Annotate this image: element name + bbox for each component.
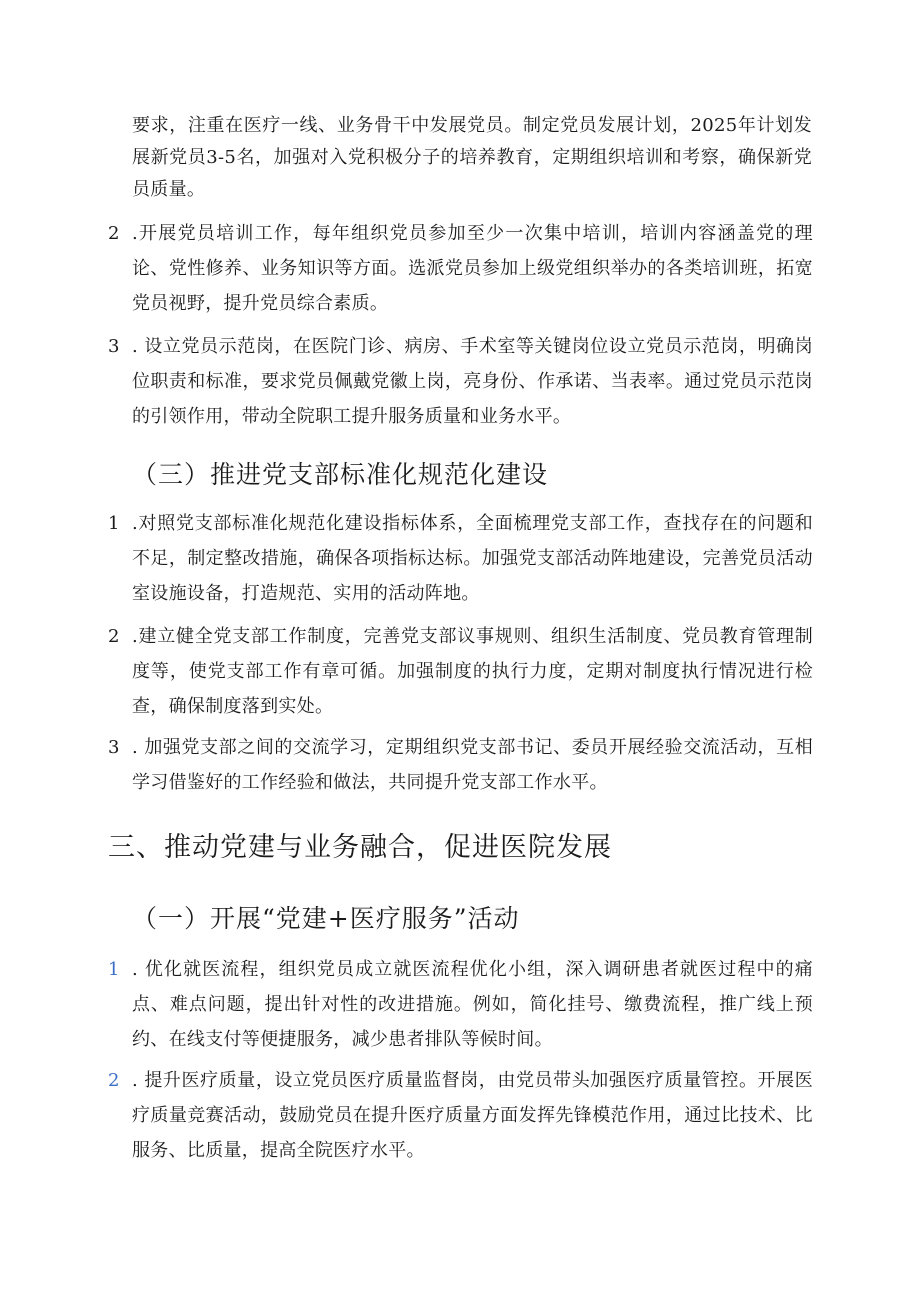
list-number: 3 xyxy=(108,336,120,357)
list-item-text: . 优化就医流程，组织党员成立就医流程优化小组，深入调研患者就医过程中的痛点、难点问题，提出针对性的改进措施。例如，简化挂号、缴费流程，推广线上预约、在线支付等便捷服务，减少患者排队等候时间。 xyxy=(132,959,813,1050)
list-number: 2 xyxy=(108,1070,120,1091)
section-heading: （三）推进党支部标准化规范化建设 xyxy=(132,460,549,489)
list-item-text: .开展党员培训工作，每年组织党员参加至少一次集中培训，培训内容涵盖党的理论、党性修养、业务知识等方面。选派党员参加上级党组织举办的各类培训班，拓宽党员视野，提升党员综合素质。 xyxy=(132,223,813,314)
list-item-text: . 设立党员示范岗，在医院门诊、病房、手术室等关键岗位设立党员示范岗，明确岗位职责和标准，要求党员佩戴党徽上岗，亮身份、作承诺、当表率。通过党员示范岗的引领作用，带动全院职工提升服务质量和业务水平。 xyxy=(132,336,813,427)
chapter-heading: 三、推动党建与业务融合，促进医院发展 xyxy=(108,832,612,863)
list-item xyxy=(108,730,813,800)
list-number: 2 xyxy=(108,626,120,647)
list-number: 2 xyxy=(108,223,120,244)
list-item-text: .建立健全党支部工作制度，完善党支部议事规则、组织生活制度、党员教育管理制度等，使党支部工作有章可循。加强制度的执行力度，定期对制度执行情况进行检查，确保制度落到实处。 xyxy=(132,626,813,717)
list-item xyxy=(108,952,813,1057)
list-number: 1 xyxy=(108,959,120,980)
list-item xyxy=(108,1063,813,1168)
list-item-text: .对照党支部标准化规范化建设指标体系，全面梳理党支部工作，查找存在的问题和不足，制定整改措施，确保各项指标达标。加强党支部活动阵地建设，完善党员活动室设施设备，打造规范、实用的活动阵地。 xyxy=(132,513,813,604)
list-item xyxy=(108,216,813,321)
list-item-text: . 加强党支部之间的交流学习，定期组织党支部书记、委员开展经验交流活动，互相学习借鉴好的工作经验和做法，共同提升党支部工作水平。 xyxy=(132,737,813,793)
list-number: 3 xyxy=(108,737,120,758)
list-item xyxy=(108,619,813,724)
list-number: 1 xyxy=(108,513,120,534)
list-item-text: . 提升医疗质量，设立党员医疗质量监督岗，由党员带头加强医疗质量管控。开展医疗质量竞赛活动，鼓励党员在提升医疗质量方面发挥先锋模范作用，通过比技术、比服务、比质量，提高全院医疗水平。 xyxy=(132,1070,813,1161)
section-heading: （一）开展“党建+医疗服务”活动 xyxy=(132,904,520,933)
intro-paragraph: 要求，注重在医疗一线、业务骨干中发展党员。制定党员发展计划，2025年计划发展新党员3-5名，加强对入党积极分子的培养教育，定期组织培训和考察，确保新党员质量。 xyxy=(132,115,812,200)
list-item xyxy=(108,329,813,434)
list-item xyxy=(108,506,813,611)
